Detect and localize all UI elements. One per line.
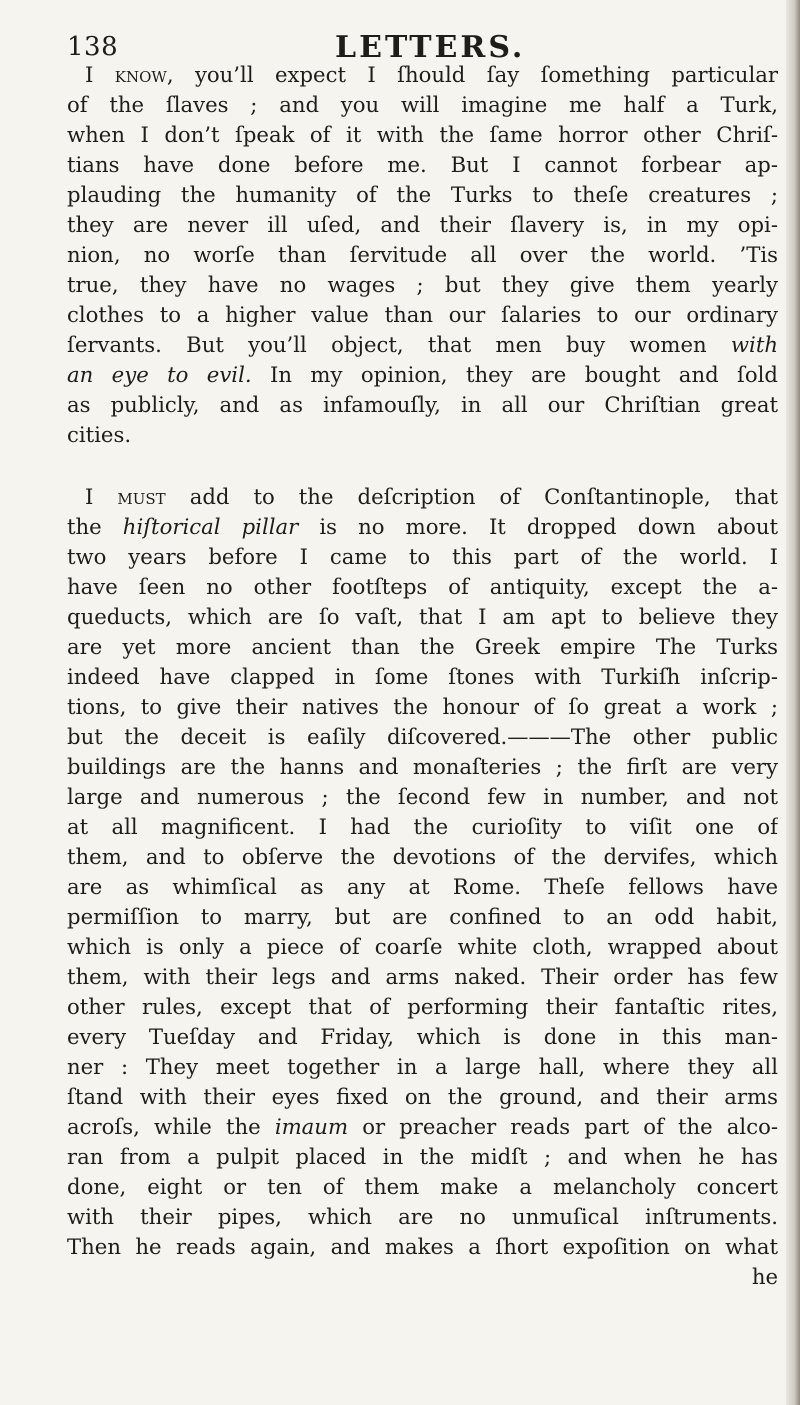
text-line: [67, 782, 778, 812]
text-line: [67, 90, 778, 120]
text-line: [67, 240, 778, 270]
text-run: them, with their legs and arms naked. Their order has few: [67, 964, 778, 989]
text-run: permiſſion to marry, but are confined to an odd habit,: [67, 904, 778, 929]
text-line: [67, 1052, 778, 1082]
text-run: are as whimſical as any at Rome. Theſe fellows have: [67, 874, 778, 899]
text-line: [67, 662, 778, 692]
running-head: LETTERS.: [335, 30, 526, 65]
text-line: [67, 992, 778, 1022]
text-run: large and numerous ; the ſecond few in number, and not: [67, 784, 778, 809]
text-run: ner : They meet together in a large hall, where they all: [67, 1054, 778, 1079]
italic-text: imaum: [274, 1114, 349, 1139]
text-run: cities.: [67, 422, 132, 447]
page-number: 138: [67, 32, 119, 62]
text-run: when I don’t ſpeak of it with the ſame horror other Chriſ-: [67, 122, 778, 147]
text-line: [67, 360, 778, 390]
catchword: he: [751, 1264, 778, 1289]
body-text: [67, 60, 778, 1292]
text-line: [67, 482, 778, 512]
text-line: [67, 842, 778, 872]
text-run: have ſeen no other footſteps of antiquity, except the a-: [67, 574, 778, 599]
text-run: In my opinion, they are bought and ſold: [251, 362, 778, 387]
text-line: [67, 752, 778, 782]
italic-text: an eye to evil.: [67, 362, 252, 387]
text-line: [67, 1172, 778, 1202]
text-run: or preacher reads part of the alco-: [348, 1114, 778, 1139]
text-line: [67, 512, 778, 542]
text-line: [67, 542, 778, 572]
text-line: [67, 1142, 778, 1172]
text-line: [67, 962, 778, 992]
text-line: [67, 150, 778, 180]
text-line: [67, 1202, 778, 1232]
text-run: which is only a piece of coarſe white cloth, wrapped about: [67, 934, 778, 959]
text-line: [67, 1082, 778, 1112]
text-line: [67, 812, 778, 842]
text-run: done, eight or ten of them make a melancholy concert: [67, 1174, 778, 1199]
text-run: with their pipes, which are no unmuſical inſtruments.: [67, 1204, 778, 1229]
text-line: [67, 632, 778, 662]
paragraph-gap: [67, 450, 778, 482]
text-run: buildings are the hanns and monaſteries ; the firſt are very: [67, 754, 778, 779]
text-run: indeed have clapped in ſome ſtones with Turkiſh inſcrip-: [67, 664, 778, 689]
italic-text: hiſtorical pillar: [122, 514, 299, 539]
text-line: [67, 210, 778, 240]
page-edge-shadow: [786, 0, 800, 1405]
text-run: , you’ll expect I ſhould ſay ſomething particular: [166, 62, 778, 87]
text-line: [67, 692, 778, 722]
text-line: [67, 180, 778, 210]
text-run: every Tueſday and Friday, which is done in this man-: [67, 1024, 778, 1049]
text-run: true, they have no wages ; but they give them yearly: [67, 272, 778, 297]
text-run: queducts, which are ſo vaſt, that I am apt to believe they: [67, 604, 778, 629]
text-run: ſtand with their eyes fixed on the ground, and their arms: [67, 1084, 778, 1109]
text-run: acroſs, while the: [67, 1114, 275, 1139]
text-run: plauding the humanity of the Turks to theſe creatures ;: [67, 182, 778, 207]
text-line: [67, 572, 778, 602]
text-line: [67, 722, 778, 752]
text-line: [67, 1232, 778, 1262]
text-run: as publicly, and as infamouſly, in all our Chriſtian great: [67, 392, 778, 417]
text-line: [67, 420, 778, 450]
text-line: [67, 1022, 778, 1052]
text-run: are yet more ancient than the Greek empire The Turks: [67, 634, 778, 659]
text-run: of the ſlaves ; and you will imagine me half a Turk,: [67, 92, 778, 117]
text-run: I: [85, 62, 115, 87]
text-line: [67, 270, 778, 300]
text-run: clothes to a higher value than our ſalaries to our ordinary: [67, 302, 778, 327]
text-run: ran from a pulpit placed in the midſt ; and when he has: [67, 1144, 778, 1169]
text-run: the: [67, 514, 123, 539]
text-run: tions, to give their natives the honour of ſo great a work ;: [67, 694, 778, 719]
text-line: [67, 932, 778, 962]
text-line: [67, 872, 778, 902]
text-run: two years before I came to this part of the world. I: [67, 544, 778, 569]
small-caps-text: know: [114, 62, 167, 87]
text-line: [67, 330, 778, 360]
text-run: tians have done before me. But I cannot forbear ap-: [67, 152, 778, 177]
text-run: is no more. It dropped down about: [298, 514, 778, 539]
italic-text: with: [730, 332, 778, 357]
small-caps-text: must: [117, 484, 166, 509]
text-run: at all magnificent. I had the curioſity to viſit one of: [67, 814, 778, 839]
text-line: [67, 902, 778, 932]
text-run: nion, no worſe than ſervitude all over the world. ’Tis: [67, 242, 778, 267]
paragraph: [67, 482, 778, 1262]
text-run: but the deceit is eaſily diſcovered.———The other public: [67, 724, 778, 749]
text-line: [67, 60, 778, 90]
text-run: Then he reads again, and makes a ſhort expoſition on what: [67, 1234, 778, 1259]
text-run: add to the deſcription of Conſtantinople, that: [165, 484, 778, 509]
text-line: [67, 1112, 778, 1142]
text-line: [67, 120, 778, 150]
text-line: [67, 300, 778, 330]
paragraph: [67, 60, 778, 450]
text-run: they are never ill uſed, and their ſlavery is, in my opi-: [67, 212, 778, 237]
text-run: I: [85, 484, 118, 509]
text-line: [67, 602, 778, 632]
text-run: ſervants. But you’ll object, that men buy women: [67, 332, 731, 357]
text-run: them, and to obſerve the devotions of the dervifes, which: [67, 844, 778, 869]
text-line: [67, 390, 778, 420]
text-run: other rules, except that of performing their fantaſtic rites,: [67, 994, 778, 1019]
